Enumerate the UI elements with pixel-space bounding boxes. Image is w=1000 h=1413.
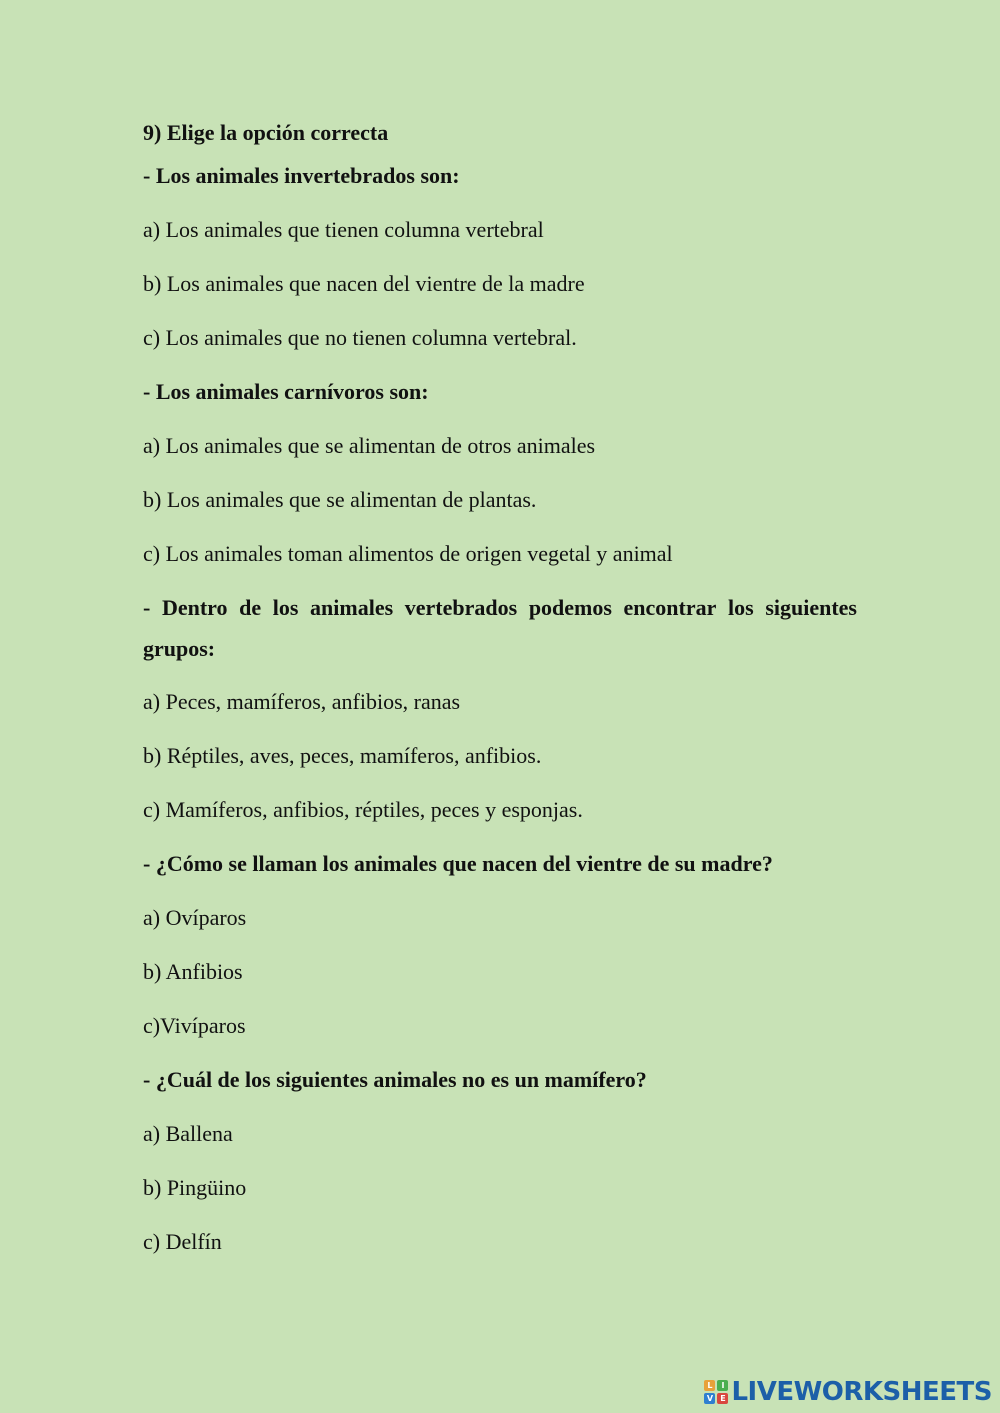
question-3-prompt-word: de (239, 595, 262, 620)
question-3-prompt-word: podemos (528, 595, 612, 620)
logo-letter-l: L (704, 1380, 715, 1391)
question-4-option-c[interactable]: c)Vivíparos (143, 1013, 246, 1038)
question-3-prompt-word: vertebrados (404, 595, 518, 620)
question-3-option-b[interactable]: b) Réptiles, aves, peces, mamíferos, anfibios. (143, 743, 542, 768)
question-4-option-a[interactable]: a) Ovíparos (143, 905, 247, 930)
question-5-option-a[interactable]: a) Ballena (143, 1121, 233, 1146)
question-2-option-c[interactable]: c) Los animales toman alimentos de origen vegetal y animal (143, 541, 673, 566)
question-1-prompt: - Los animales invertebrados son: (143, 163, 460, 188)
question-3-prompt-word: - (143, 595, 151, 620)
question-5-option-c[interactable]: c) Delfín (143, 1229, 222, 1254)
question-2-option-b[interactable]: b) Los animales que se alimentan de plantas. (143, 487, 537, 512)
brand-name: LIVEWORKSHEETS (731, 1377, 992, 1407)
question-4-prompt: - ¿Cómo se llaman los animales que nacen del vientre de su madre? (143, 851, 773, 876)
question-3-option-c[interactable]: c) Mamíferos, anfibios, réptiles, peces y esponjas. (143, 797, 583, 822)
question-1-option-c[interactable]: c) Los animales que no tienen columna vertebral. (143, 325, 577, 350)
question-5-option-b[interactable]: b) Pingüino (143, 1175, 247, 1200)
question-3-prompt-word: los (272, 595, 299, 620)
logo-letter-v: V (704, 1393, 715, 1404)
question-3-prompt-word: Dentro (161, 595, 228, 620)
question-4-option-b[interactable]: b) Anfibios (143, 959, 243, 984)
question-1-option-b[interactable]: b) Los animales que nacen del vientre de la madre (143, 271, 585, 296)
question-3-prompt-word: animales (310, 595, 394, 620)
question-2-prompt: - Los animales carnívoros son: (143, 379, 429, 404)
live-logo-icon (704, 1380, 728, 1404)
question-3-prompt-word: los (728, 595, 754, 620)
logo-letter-i: I (717, 1380, 728, 1391)
logo-letter-e: E (717, 1393, 728, 1404)
liveworksheets-logo (704, 1377, 992, 1407)
question-5-prompt: - ¿Cuál de los siguientes animales no es un mamífero? (143, 1067, 647, 1092)
question-3-prompt (143, 595, 857, 621)
worksheet-title: 9) Elige la opción correcta (143, 120, 389, 145)
question-1-option-a[interactable]: a) Los animales que tienen columna vertebral (143, 217, 544, 242)
question-3-option-a[interactable]: a) Peces, mamíferos, anfibios, ranas (143, 689, 461, 714)
question-3-prompt-word: encontrar (623, 595, 717, 620)
question-2-option-a[interactable]: a) Los animales que se alimentan de otros animales (143, 433, 596, 458)
question-3-prompt-line2: grupos: (143, 636, 216, 661)
question-3-prompt-word: siguientes (765, 595, 857, 620)
